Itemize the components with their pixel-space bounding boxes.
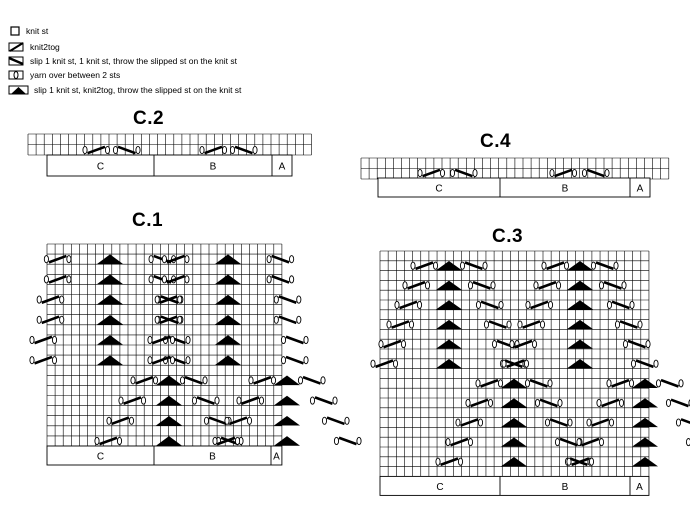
- double-decrease-mark: [215, 315, 241, 325]
- yarn-over-mark: [107, 417, 111, 424]
- double-decrease-mark: [436, 281, 462, 290]
- decrease-mark: [230, 418, 248, 424]
- decrease-mark: [547, 263, 565, 269]
- yarn-over-mark: [95, 437, 99, 444]
- yarn-over-mark: [488, 399, 492, 406]
- decrease-mark: [205, 147, 223, 153]
- decrease-mark: [560, 439, 578, 445]
- yarn-over-mark: [629, 380, 633, 387]
- yarn-over-mark: [60, 316, 64, 323]
- yarn-over-mark: [105, 146, 109, 153]
- decrease-mark: [620, 321, 638, 327]
- yarn-over-mark: [425, 282, 429, 289]
- legend-label: yarn over between 2 sts: [30, 70, 121, 80]
- yarn-over-mark: [204, 417, 208, 424]
- yarn-over-mark: [599, 439, 603, 446]
- yarn-over-mark: [591, 262, 595, 269]
- yarn-over-mark: [203, 377, 207, 384]
- legend-label: knit2tog: [30, 42, 60, 52]
- section-band: [47, 446, 282, 465]
- double-decrease-mark: [97, 295, 123, 305]
- decrease-mark: [303, 377, 321, 383]
- decrease-mark: [461, 419, 479, 425]
- double-decrease-mark: [501, 398, 527, 407]
- yarn-over-mark: [550, 169, 554, 176]
- chart-title-c4: C.4: [480, 131, 512, 152]
- decrease-mark: [408, 282, 426, 288]
- yarn-over-mark: [185, 256, 189, 263]
- yarn-over-mark: [446, 439, 450, 446]
- chart-c2: [28, 134, 312, 176]
- yarn-over-mark: [478, 419, 482, 426]
- yarn-over-mark: [334, 437, 338, 444]
- section-band: [380, 476, 649, 495]
- yarn-over-mark: [149, 256, 153, 263]
- yarn-over-mark: [67, 256, 71, 263]
- yarn-over-mark: [409, 321, 413, 328]
- decrease-mark: [42, 296, 60, 302]
- yarn-over-mark: [607, 301, 611, 308]
- decrease-mark: [596, 263, 614, 269]
- yarn-over-mark: [638, 321, 642, 328]
- section-label: A: [273, 451, 280, 463]
- yarn-over-mark: [178, 316, 182, 323]
- double-decrease-mark: [97, 254, 123, 264]
- yarn-over-mark: [473, 169, 477, 176]
- double-decrease-mark: [436, 261, 462, 270]
- yarn-over-mark: [417, 301, 421, 308]
- yarn-over-mark: [403, 282, 407, 289]
- decrease-mark: [523, 321, 541, 327]
- yarn-over-mark: [656, 380, 660, 387]
- yarn-over-mark: [510, 341, 514, 348]
- decrease-mark: [612, 380, 630, 386]
- section-label: A: [636, 183, 644, 195]
- yarn-over-mark: [117, 437, 121, 444]
- double-decrease-mark: [501, 437, 527, 446]
- decrease-mark: [327, 418, 345, 424]
- yarn-over-mark: [499, 301, 503, 308]
- yarn-over-mark: [679, 380, 683, 387]
- section-label: B: [209, 161, 217, 173]
- yarn-over-mark: [44, 276, 48, 283]
- yarn-over-mark: [249, 377, 253, 384]
- double-decrease-mark: [215, 335, 241, 345]
- yarn-over-mark: [589, 458, 593, 465]
- yarn-over-mark: [30, 336, 34, 343]
- double-decrease-mark: [215, 295, 241, 305]
- section-label: C: [436, 481, 444, 493]
- yarn-over-mark: [141, 397, 145, 404]
- yarn-over-mark: [518, 321, 522, 328]
- yarn-over-mark: [30, 357, 34, 364]
- yarn-over-mark: [607, 380, 611, 387]
- yarn-over-mark: [267, 256, 271, 263]
- yarn-over-mark: [155, 296, 159, 303]
- double-decrease-mark: [97, 275, 123, 285]
- decrease-mark: [481, 380, 499, 386]
- decrease-mark: [376, 361, 394, 367]
- yarn-over-mark: [253, 146, 257, 153]
- yarn-over-mark: [162, 256, 166, 263]
- chart-title-c3: C.3: [492, 226, 524, 247]
- decrease-mark: [254, 377, 272, 383]
- yarn-over-mark: [237, 397, 241, 404]
- yarn-over-mark: [37, 296, 41, 303]
- yarn-over-mark: [535, 399, 539, 406]
- yarn-over-mark: [491, 282, 495, 289]
- yarn-over-mark: [215, 397, 219, 404]
- decrease-mark: [272, 256, 290, 262]
- yarn-over-mark: [170, 357, 174, 364]
- decrease-mark: [681, 419, 690, 425]
- decrease-mark: [197, 397, 215, 403]
- decrease-mark: [279, 296, 297, 302]
- yarn-over-mark: [555, 439, 559, 446]
- yarn-over-mark: [525, 380, 529, 387]
- double-decrease-mark: [567, 261, 593, 270]
- yarn-over-mark: [136, 146, 140, 153]
- yarn-over-mark: [113, 146, 117, 153]
- yarn-over-mark: [630, 301, 634, 308]
- yarn-over-mark: [395, 301, 399, 308]
- decrease-mark: [550, 419, 568, 425]
- yarn-over-mark: [333, 397, 337, 404]
- decrease-mark: [540, 400, 558, 406]
- yarn-over-mark: [609, 419, 613, 426]
- yarn-over-mark: [646, 341, 650, 348]
- decrease-mark: [416, 263, 434, 269]
- yarn-over-mark: [52, 357, 56, 364]
- yarn-over-mark: [153, 377, 157, 384]
- yarn-over-mark: [577, 439, 581, 446]
- yarn-over-mark: [498, 380, 502, 387]
- yarn-over-mark: [597, 399, 601, 406]
- yarn-over-mark: [149, 276, 153, 283]
- yarn-over-mark: [148, 336, 152, 343]
- yarn-over-mark: [567, 458, 571, 465]
- yarn-over-mark: [274, 316, 278, 323]
- yarn-over-mark: [433, 262, 437, 269]
- double-decrease-mark: [632, 457, 658, 466]
- double-decrease-mark: [567, 320, 593, 329]
- decrease-mark: [489, 321, 507, 327]
- yarn-over-mark: [180, 377, 184, 384]
- yarn-over-mark: [131, 377, 135, 384]
- yarn-over-mark: [225, 417, 229, 424]
- decrease-mark: [455, 170, 473, 176]
- yarn-over-mark: [119, 397, 123, 404]
- yarn-over-mark: [44, 256, 48, 263]
- double-decrease-mark: [567, 281, 593, 290]
- yarn-over-mark: [631, 360, 635, 367]
- yarn-over-mark: [304, 357, 308, 364]
- decrease-mark: [235, 147, 253, 153]
- yarn-over-mark: [572, 169, 576, 176]
- decrease-mark: [671, 400, 689, 406]
- yarn-over-mark: [281, 357, 285, 364]
- section-label: C: [435, 183, 443, 195]
- yarn-over-mark: [545, 419, 549, 426]
- double-decrease-mark: [215, 254, 241, 264]
- yarn-over-mark: [476, 301, 480, 308]
- yarn-over-mark: [450, 169, 454, 176]
- decrease-mark: [242, 397, 260, 403]
- yarn-over-mark: [155, 316, 159, 323]
- section-label: B: [561, 481, 569, 493]
- yarn-over-mark: [524, 360, 528, 367]
- yarn-over-mark: [274, 296, 278, 303]
- yarn-over-mark: [540, 321, 544, 328]
- double-decrease-mark: [156, 416, 182, 426]
- yarn-over-mark: [568, 419, 572, 426]
- yarn-over-mark: [558, 399, 562, 406]
- yarn-over-mark: [534, 282, 538, 289]
- yarn-over-mark: [605, 169, 609, 176]
- yarn-over-mark: [129, 417, 133, 424]
- yarn-over-mark: [436, 458, 440, 465]
- yarn-over-mark: [267, 276, 271, 283]
- yarn-over-mark: [297, 316, 301, 323]
- section-band: [47, 155, 292, 176]
- double-decrease-mark: [501, 418, 527, 427]
- yarn-over-mark: [582, 169, 586, 176]
- section-label: C: [96, 161, 105, 173]
- legend-label: knit st: [26, 26, 49, 36]
- yarn-over-mark: [304, 336, 308, 343]
- yarn-over-mark: [548, 301, 552, 308]
- decrease-mark: [465, 263, 483, 269]
- decrease-mark: [392, 321, 410, 327]
- yarn-over-mark: [345, 417, 349, 424]
- decrease-mark: [49, 256, 67, 262]
- yarn-over-mark: [200, 146, 204, 153]
- double-decrease-mark: [156, 436, 182, 446]
- yarn-over-mark: [532, 341, 536, 348]
- double-decrease-mark: [632, 379, 658, 388]
- double-decrease-mark: [436, 339, 462, 348]
- double-decrease-mark: [632, 437, 658, 446]
- decrease-mark: [112, 418, 130, 424]
- yarn-over-mark: [564, 262, 568, 269]
- yarn-over-mark: [476, 380, 480, 387]
- decrease-mark: [400, 302, 418, 308]
- double-decrease-mark: [274, 436, 300, 446]
- yarn-over-mark: [526, 301, 530, 308]
- decrease-mark: [185, 377, 203, 383]
- legend-label: slip 1 knit st, knit2tog, throw the slipped st on the knit st: [34, 85, 242, 95]
- yarn-over-mark: [492, 341, 496, 348]
- yarn-over-mark: [615, 321, 619, 328]
- yarn-over-mark: [622, 282, 626, 289]
- section-band: [378, 178, 650, 197]
- double-decrease-mark: [215, 275, 241, 285]
- section-label: B: [209, 451, 216, 463]
- decrease-mark: [612, 302, 630, 308]
- chart-c1: [30, 244, 361, 465]
- yarn-over-mark: [230, 146, 234, 153]
- yarn-over-mark: [213, 437, 217, 444]
- decrease-mark: [423, 170, 441, 176]
- yarn-over-mark: [162, 276, 166, 283]
- chart-title-c1: C.1: [132, 210, 164, 231]
- yarn-over-mark: [148, 357, 152, 364]
- yarn-over-mark: [37, 316, 41, 323]
- double-decrease-mark: [436, 300, 462, 309]
- decrease-mark: [604, 282, 622, 288]
- yarn-over-mark: [686, 439, 690, 446]
- yarn-over-mark: [186, 357, 190, 364]
- yarn-over-mark: [387, 321, 391, 328]
- double-decrease-mark: [97, 355, 123, 365]
- yarn-over-mark: [466, 399, 470, 406]
- decrease-mark: [636, 361, 654, 367]
- double-decrease-mark: [274, 376, 300, 386]
- yarn-over-mark: [357, 437, 361, 444]
- yarn-over-mark: [483, 262, 487, 269]
- double-decrease-mark: [567, 300, 593, 309]
- decrease-mark: [315, 397, 333, 403]
- double-decrease-mark: [156, 396, 182, 406]
- decrease-mark: [471, 400, 489, 406]
- yarn-over-mark: [614, 262, 618, 269]
- decrease-mark: [286, 337, 304, 343]
- yarn-over-mark: [460, 262, 464, 269]
- decrease-mark: [35, 357, 53, 363]
- decrease-mark: [42, 317, 60, 323]
- double-decrease-mark: [97, 315, 123, 325]
- section-label: A: [278, 161, 286, 173]
- yarn-over-mark: [371, 360, 375, 367]
- yarn-over-mark: [185, 276, 189, 283]
- yarn-over-mark: [281, 336, 285, 343]
- decrease-mark: [118, 147, 136, 153]
- yarn-over-mark: [186, 336, 190, 343]
- chart-c3: [371, 251, 690, 495]
- yarn-over-mark: [83, 146, 87, 153]
- decrease-mark: [539, 282, 557, 288]
- yarn-over-mark: [67, 276, 71, 283]
- yarn-over-mark: [542, 262, 546, 269]
- yarn-over-mark: [235, 437, 239, 444]
- decrease-mark: [530, 380, 548, 386]
- decrease-mark: [628, 341, 646, 347]
- section-label: A: [636, 481, 643, 493]
- yarn-over-mark: [456, 419, 460, 426]
- decrease-mark: [88, 147, 106, 153]
- double-decrease-mark: [567, 339, 593, 348]
- yarn-over-mark: [440, 169, 444, 176]
- decrease-mark: [481, 302, 499, 308]
- yarn-over-mark: [170, 336, 174, 343]
- decrease-mark: [441, 459, 459, 465]
- decrease-mark: [531, 302, 549, 308]
- yarn-over-mark: [676, 419, 680, 426]
- decrease-mark: [100, 438, 118, 444]
- yarn-over-mark: [507, 321, 511, 328]
- yarn-over-mark: [259, 397, 263, 404]
- yarn-over-mark: [484, 321, 488, 328]
- legend-label: slip 1 knit st, 1 knit st, throw the slipped st on the knit st: [30, 56, 237, 66]
- yarn-over-mark: [556, 282, 560, 289]
- chart-c4: [361, 158, 669, 197]
- yarn-over-mark: [599, 282, 603, 289]
- yarn-over-mark: [310, 397, 314, 404]
- yarn-over-mark: [290, 276, 294, 283]
- yarn-over-mark: [619, 399, 623, 406]
- yarn-over-mark: [222, 146, 226, 153]
- decrease-mark: [339, 438, 357, 444]
- section-label: B: [561, 183, 569, 195]
- decrease-mark: [384, 341, 402, 347]
- yarn-over-mark: [379, 341, 383, 348]
- double-decrease-mark: [97, 335, 123, 345]
- double-decrease-mark: [274, 416, 300, 426]
- yarn-over-mark: [623, 341, 627, 348]
- double-decrease-mark: [156, 376, 182, 386]
- section-label: C: [96, 451, 105, 463]
- decrease-mark: [661, 380, 679, 386]
- chart-title-c2: C.2: [133, 108, 165, 129]
- yarn-over-mark: [321, 377, 325, 384]
- decrease-mark: [286, 357, 304, 363]
- yarn-over-mark: [587, 419, 591, 426]
- double-decrease-mark: [567, 359, 593, 368]
- yarn-over-mark: [654, 360, 658, 367]
- double-decrease-mark: [501, 457, 527, 466]
- decrease-mark: [35, 337, 53, 343]
- yarn-over-mark: [60, 296, 64, 303]
- yarn-over-mark: [468, 282, 472, 289]
- decrease-mark: [124, 397, 142, 403]
- double-decrease-mark: [501, 379, 527, 388]
- decrease-mark: [473, 282, 491, 288]
- yarn-over-mark: [502, 360, 506, 367]
- yarn-over-mark: [458, 458, 462, 465]
- yarn-over-mark: [298, 377, 302, 384]
- yarn-over-mark: [271, 377, 275, 384]
- yarn-over-mark: [666, 399, 670, 406]
- double-decrease-mark: [632, 418, 658, 427]
- yarn-over-mark: [401, 341, 405, 348]
- yarn-over-mark: [192, 397, 196, 404]
- double-decrease-mark: [274, 396, 300, 406]
- double-decrease-mark: [436, 320, 462, 329]
- decrease-mark: [209, 418, 227, 424]
- yarn-over-mark: [52, 336, 56, 343]
- yarn-over-mark: [290, 256, 294, 263]
- yarn-over-mark: [411, 262, 415, 269]
- double-decrease-mark: [632, 398, 658, 407]
- decrease-mark: [279, 317, 297, 323]
- yarn-over-mark: [322, 417, 326, 424]
- yarn-over-mark: [548, 380, 552, 387]
- decrease-mark: [49, 276, 67, 282]
- yarn-over-mark: [393, 360, 397, 367]
- double-decrease-mark: [436, 359, 462, 368]
- double-decrease-mark: [215, 355, 241, 365]
- yarn-over-mark: [468, 439, 472, 446]
- yarn-over-mark: [247, 417, 251, 424]
- decrease-mark: [582, 439, 600, 445]
- yarn-over-mark: [297, 296, 301, 303]
- decrease-mark: [272, 276, 290, 282]
- yarn-over-mark: [418, 169, 422, 176]
- yarn-over-mark: [178, 296, 182, 303]
